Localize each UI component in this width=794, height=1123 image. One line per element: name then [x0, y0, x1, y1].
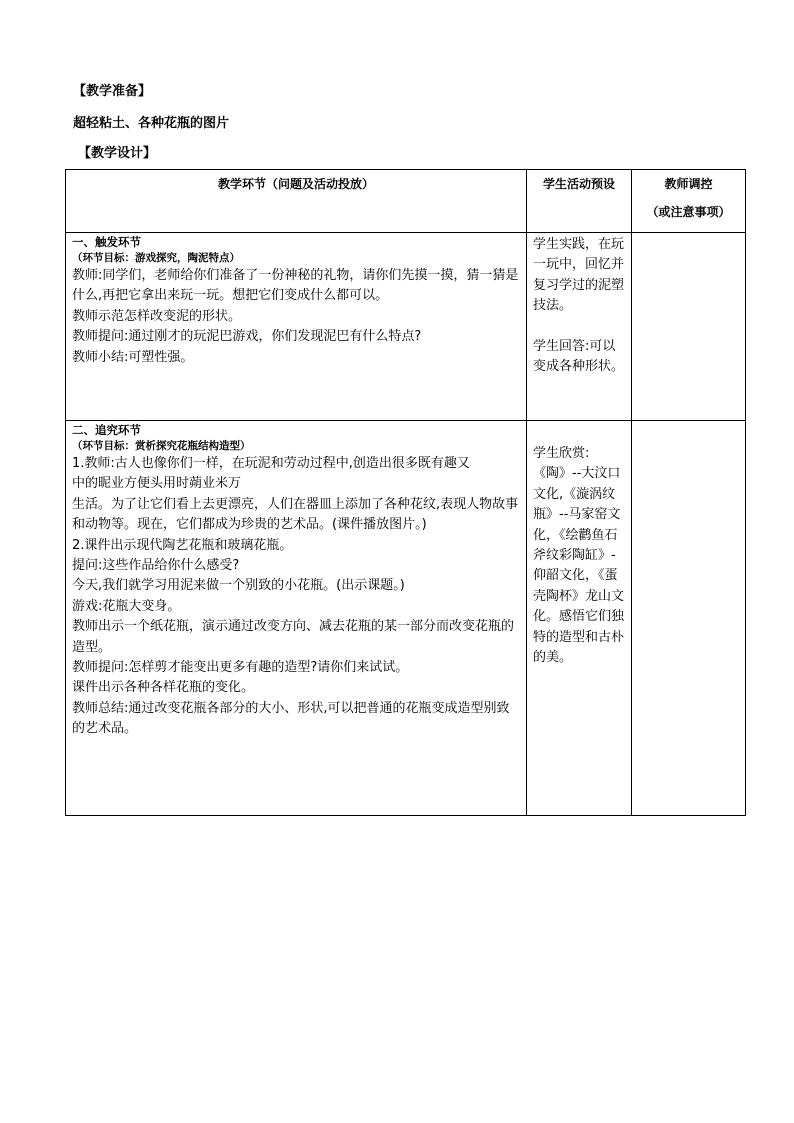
stage-line: 课件出示各种各样花瓶的变化。 — [72, 680, 255, 696]
table-row — [66, 421, 746, 816]
table-row — [66, 233, 746, 421]
section-goal: （环节目标：游戏探究，陶泥特点） — [72, 252, 240, 264]
stage-line: 2.课件出示现代陶艺花瓶和玻璃花瓶。 — [72, 537, 293, 553]
stage-line: 教师提问:怎样剪才能变出更多有趣的造型?请你们来试试。 — [72, 660, 409, 676]
teacher-cell-1 — [632, 233, 746, 421]
student-cell-2 — [527, 421, 632, 816]
stage-cell-1 — [66, 233, 527, 421]
heading-teaching-preparation: 【教学准备】 — [73, 84, 152, 99]
heading-teaching-design: 【教学设计】 — [78, 146, 157, 161]
stage-line: 教师:同学们，老师给你们准备了一份神秘的礼物，请你们先摸一摸，猜一猜是什么,再把它拿出来玩一玩。想把它们变成什么都可以。 — [72, 268, 519, 304]
student-activity-text: 学生欣赏:《陶》--大汶口文化,《漩涡纹瓶》--马家窑文化，《绘鹳鱼石斧纹彩陶缸》-仰韶文化，《蛋壳陶杯》龙山文化。感悟它们独特的造型和古朴的美。 — [533, 446, 625, 666]
stage-line: 游戏:花瓶大变身。 — [72, 598, 181, 614]
table-header-row — [66, 170, 746, 233]
stage-line: 中的昵业方便头用时蒴业米万 — [72, 476, 242, 492]
section-goal: （环节目标：赏析探究花瓶结构造型） — [72, 440, 251, 452]
teacher-cell-2 — [632, 421, 746, 816]
stage-line: 提问:这些作品给你什么感受? — [72, 558, 240, 574]
stage-line: 今天,我们就学习用泥来做一个别致的小花瓶。(出示课题。) — [72, 578, 405, 594]
stage-line: 教师小结:可塑性强。 — [72, 349, 194, 365]
stage-line: 教师总结:通过改变花瓶各部分的大小、形状,可以把普通的花瓶变成造型别致的艺术品。 — [72, 700, 510, 737]
header-teacher-control-line2: （或注意事项） — [646, 205, 731, 219]
header-teacher-control-line1: 教师调控 — [664, 177, 713, 191]
section-title: 一、触发环节 — [72, 235, 141, 249]
student-cell-1 — [527, 233, 632, 421]
student-activity-text: 学生回答:可以变成各种形状。 — [533, 338, 625, 375]
stage-line: 生活。为了让它们看上去更漂亮，人们在器皿上添加了各种花纹,表现人物故事和动物等。现在，它们都成为珍贵的艺术品。(课件播放图片。) — [72, 496, 519, 533]
stage-line: 教师出示一个纸花瓶，演示通过改变方向、减去花瓶的某一部分而改变花瓶的造型。 — [72, 619, 515, 655]
stage-line: 1.教师:古人也像你们一样，在玩泥和劳动过程中,创造出很多既有趣又 — [72, 456, 470, 471]
stage-line: 教师示范怎样改变泥的形状。 — [72, 308, 242, 324]
teaching-design-table — [65, 169, 746, 816]
student-activity-text: 学生实践，在玩一玩中，回忆并复习学过的泥塑技法。 — [533, 237, 625, 314]
header-student-activity: 学生活动预设 — [527, 170, 632, 233]
stage-line: 教师提问:通过刚才的玩泥巴游戏，你们发现泥巴有什么特点? — [72, 329, 422, 345]
materials-text: 超轻粘土、各种花瓶的图片 — [73, 116, 230, 131]
stage-cell-2 — [66, 421, 527, 816]
section-title: 二、追究环节 — [72, 423, 141, 437]
header-teaching-stage: 教学环节（问题及活动投放） — [66, 170, 527, 233]
header-teacher-control — [632, 170, 746, 233]
